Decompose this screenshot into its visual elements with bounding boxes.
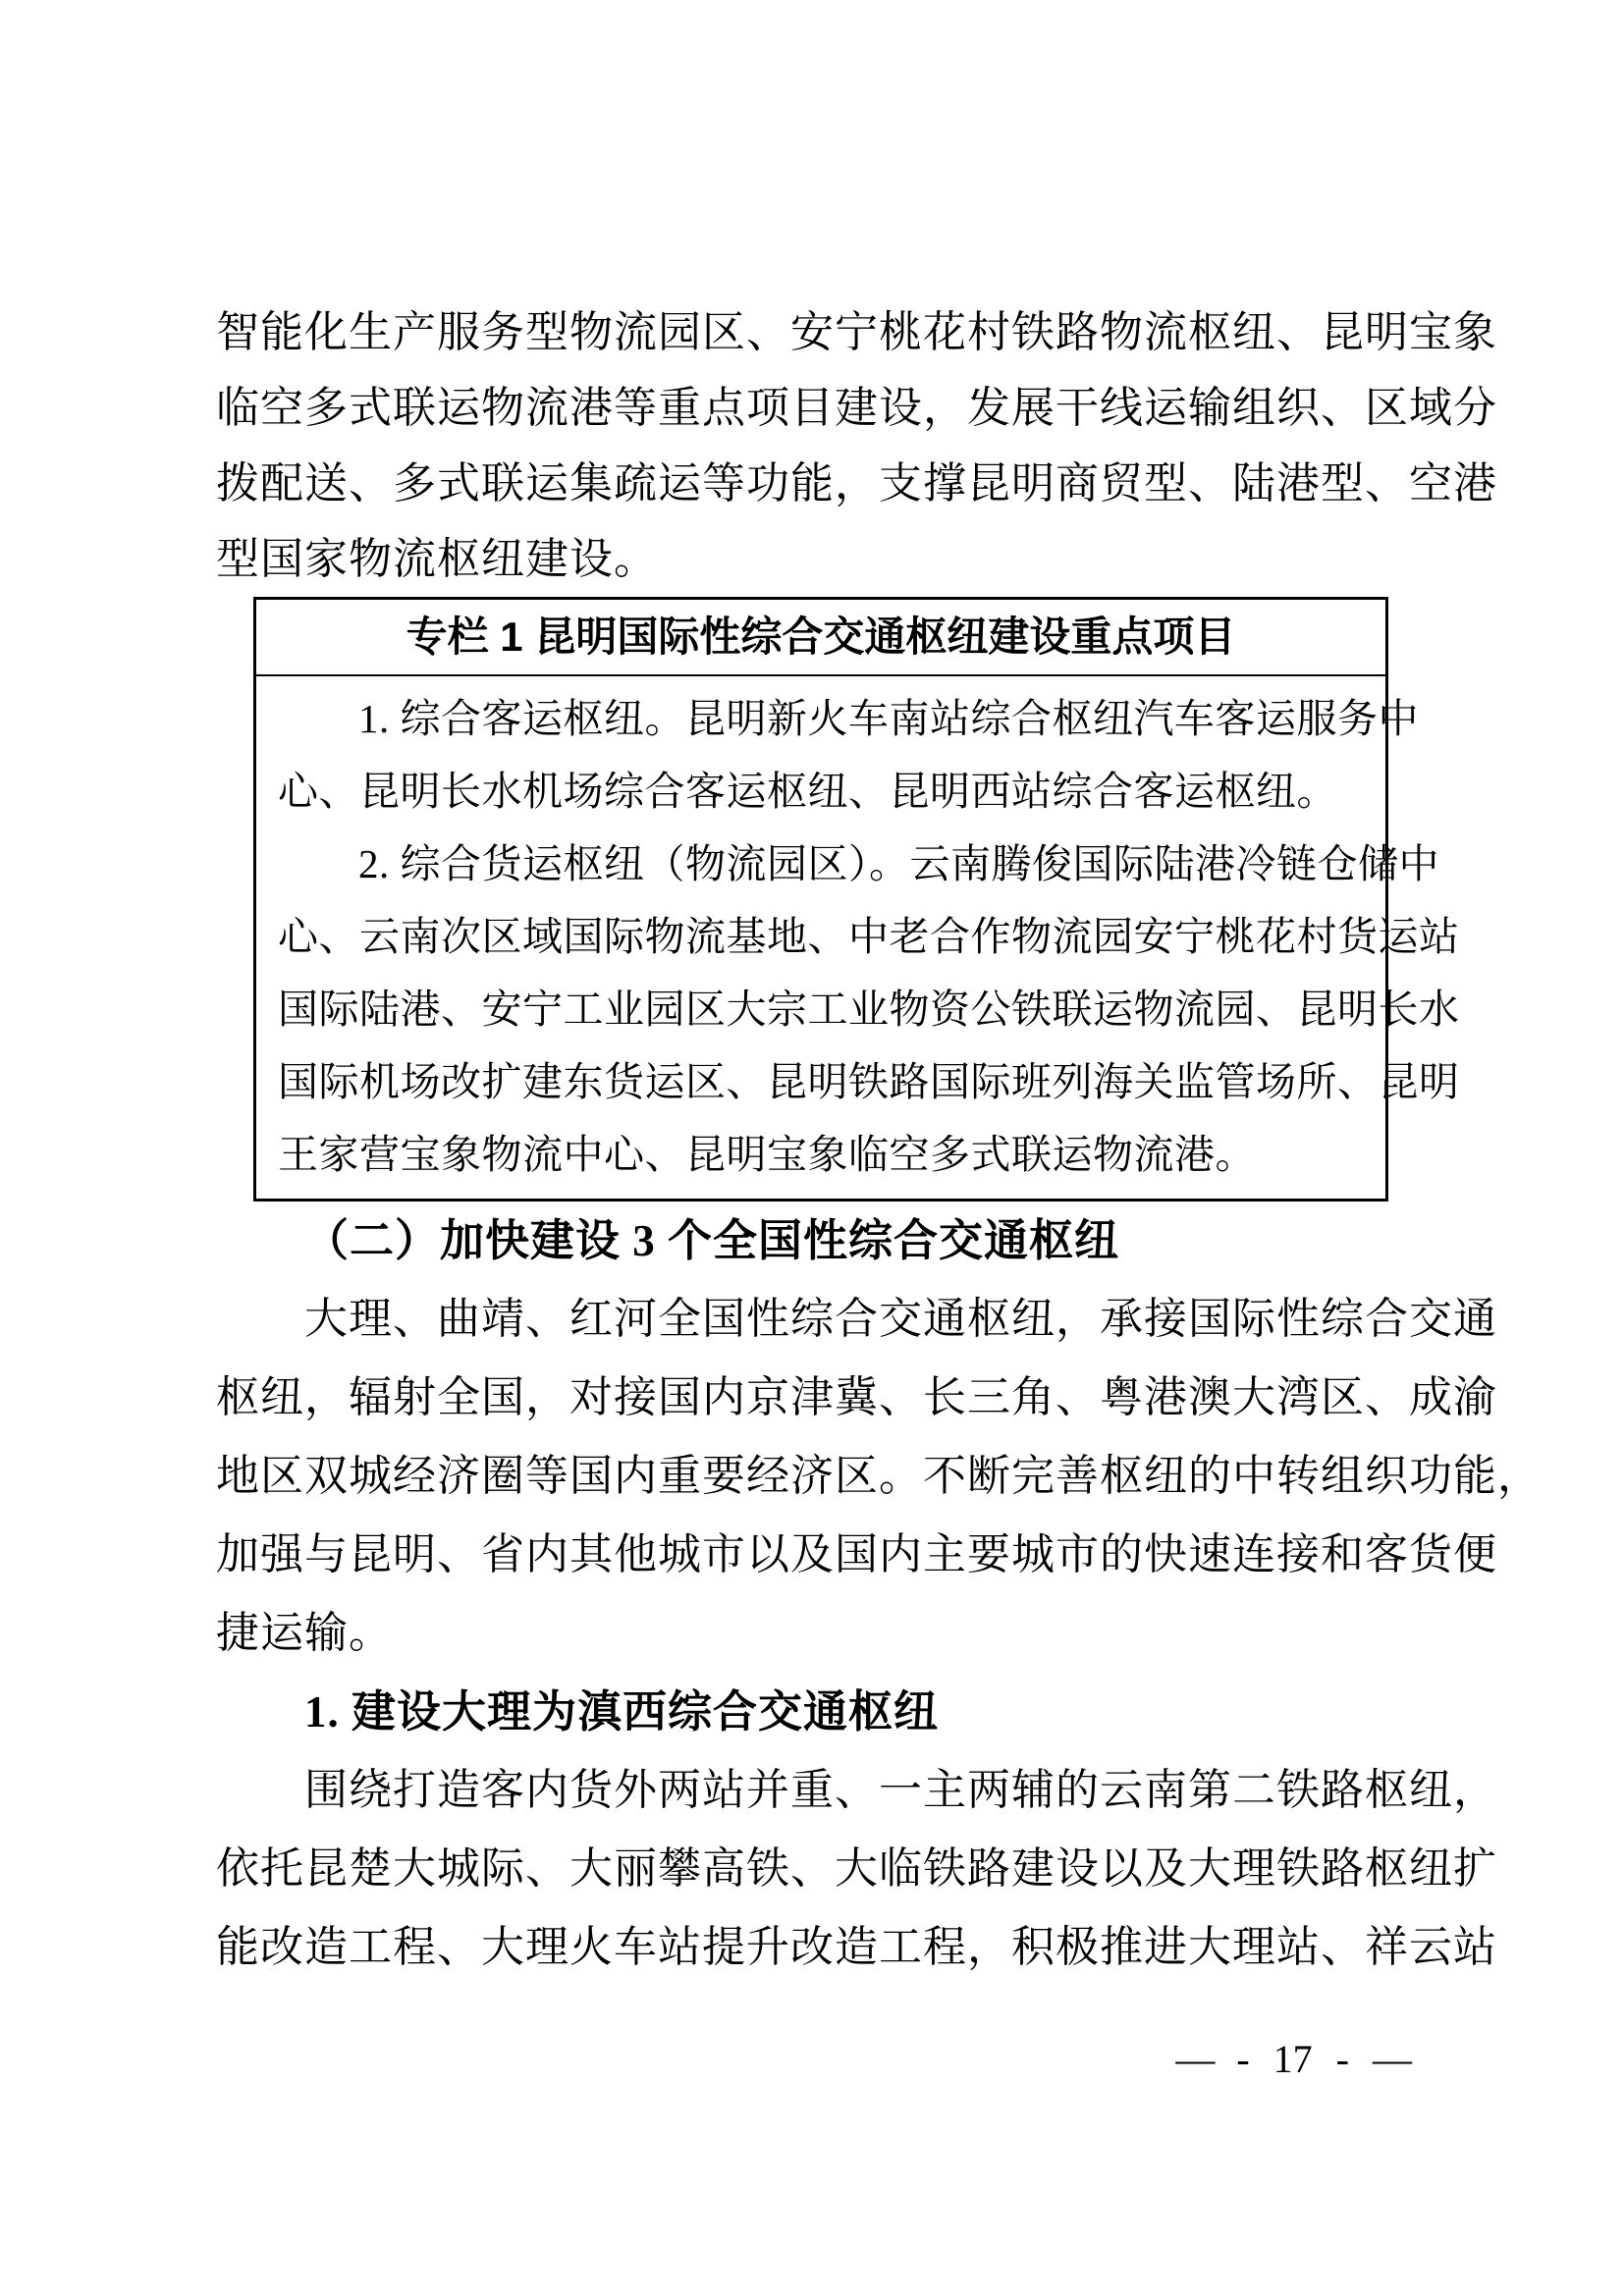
section-two-paragraph-line: 加强与昆明、省内其他城市以及国内主要城市的快速连接和客货便 <box>216 1530 1497 1578</box>
intro-paragraph-line: 智能化生产服务型物流园区、安宁桃花村铁路物流枢纽、昆明宝象 <box>216 308 1497 356</box>
section-two-paragraph <box>216 1280 1542 1673</box>
subsection-dali-paragraph-line: 依托昆楚大城际、大丽攀高铁、大临铁路建设以及大理铁路枢纽扩 <box>216 1844 1497 1893</box>
callout-box-line: 国际陆港、安宁工业园区大宗工业物资公铁联运物流园、昆明长水 <box>278 987 1460 1032</box>
page-number: 17 <box>1272 2037 1313 2081</box>
intro-paragraph-line: 型国家物流枢纽建设。 <box>216 535 658 583</box>
callout-box-line: 1. 综合客运枢纽。昆明新火车南站综合枢纽汽车客运服务中 <box>358 696 1419 741</box>
callout-box-title: 专栏 1 昆明国际性综合交通枢纽建设重点项目 <box>256 600 1385 676</box>
subsection-dali-heading: 1. 建设大理为滇西综合交通枢纽 <box>304 1687 940 1736</box>
section-two-heading: （二）加快建设 3 个全国性综合交通枢纽 <box>304 1216 1120 1265</box>
subsection-dali-paragraph-line: 围绕打造客内货外两站并重、一主两辅的云南第二铁路枢纽， <box>304 1766 1497 1814</box>
section-two-paragraph-line: 大理、曲靖、红河全国性综合交通枢纽，承接国际性综合交通 <box>304 1295 1497 1343</box>
footer-right-dash: — <box>1373 2037 1410 2081</box>
intro-paragraph <box>216 294 1497 597</box>
section-two-paragraph-line: 枢纽，辐射全国，对接国内京津冀、长三角、粤港澳大湾区、成渝 <box>216 1373 1497 1421</box>
footer-left-dash: — <box>1175 2037 1214 2081</box>
callout-box <box>253 597 1460 1201</box>
footer-right-hyphen: - <box>1335 2037 1349 2081</box>
page-content <box>216 294 1542 1987</box>
section-two-paragraph-line: 地区双城经济圈等国内重要经济区。不断完善枢纽的中转组织功能， <box>216 1452 1542 1500</box>
callout-box-line: 心、昆明长水机场综合客运枢纽、昆明西站综合客运枢纽。 <box>278 769 1337 814</box>
callout-box-line: 王家营宝象物流中心、昆明宝象临空多式联运物流港。 <box>278 1132 1256 1177</box>
subsection-dali-paragraph-line: 能改造工程、大理火车站提升改造工程，积极推进大理站、祥云站 <box>216 1923 1497 1971</box>
intro-paragraph-line: 拨配送、多式联运集疏运等功能，支撑昆明商贸型、陆港型、空港 <box>216 459 1497 507</box>
page-number-footer <box>1164 2038 1422 2081</box>
callout-box-line: 心、云南次区域国际物流基地、中老合作物流园安宁桃花村货运站 <box>278 914 1460 959</box>
footer-left-hyphen: - <box>1236 2037 1250 2081</box>
intro-paragraph-line: 临空多式联运物流港等重点项目建设，发展干线运输组织、区域分 <box>216 384 1497 432</box>
callout-box-body <box>256 676 1460 1199</box>
subsection-dali-paragraph <box>216 1751 1497 1987</box>
section-two-paragraph-line: 捷运输。 <box>216 1609 393 1657</box>
callout-box-line: 国际机场改扩建东货运区、昆明铁路国际班列海关监管场所、昆明 <box>278 1059 1460 1104</box>
callout-box-line: 2. 综合货运枢纽（物流园区）。云南腾俊国际陆港冷链仓储中 <box>358 841 1439 886</box>
